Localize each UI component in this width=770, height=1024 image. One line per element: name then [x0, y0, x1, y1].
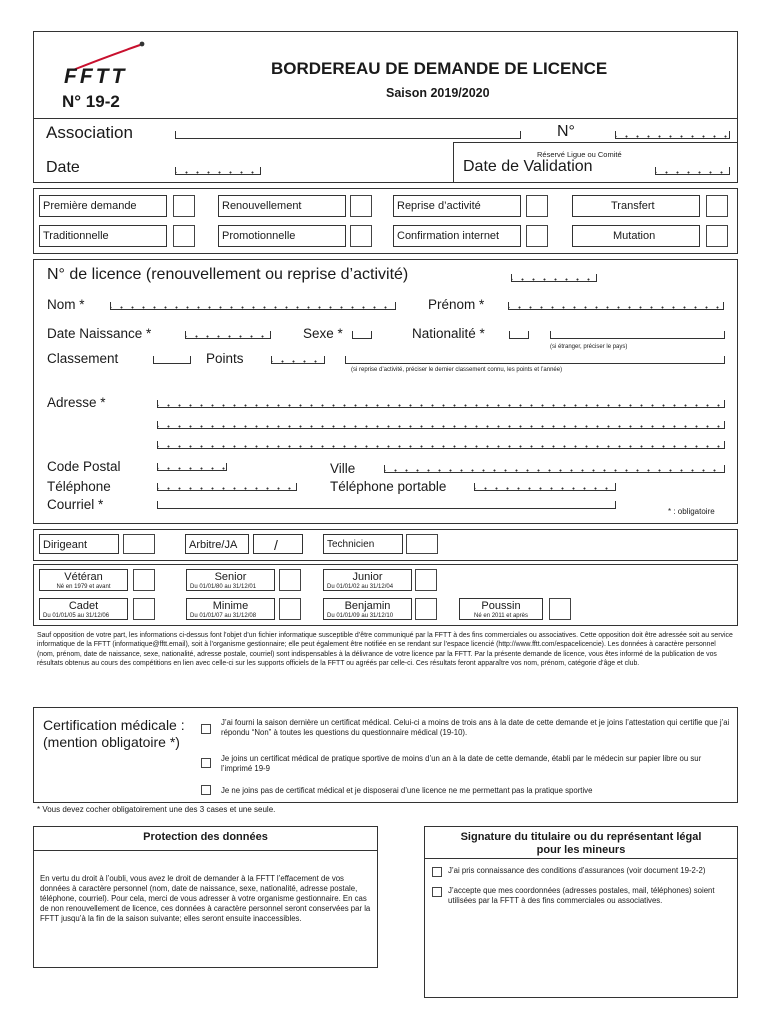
nationalite-hint: (si étranger, préciser le pays) — [550, 344, 628, 350]
category-range: Du 01/01/02 au 31/12/04 — [327, 584, 394, 590]
code-postal-field[interactable] — [157, 463, 227, 471]
licence-number-field[interactable] — [511, 274, 597, 282]
type-label: Traditionnelle — [43, 230, 109, 242]
medical-option-none: Je ne joins pas de certificat médical et je disposerai d’une licence ne me permettant pas la pratique sportive — [221, 786, 593, 795]
validation-date-field[interactable] — [655, 167, 730, 175]
type-transfert — [572, 195, 700, 217]
checkbox-coordonnees[interactable] — [432, 887, 442, 897]
category-name: Senior — [214, 571, 247, 583]
arbitre-level-field[interactable] — [253, 534, 303, 554]
type-mutation — [572, 225, 700, 247]
checkbox-confirmation-internet[interactable] — [526, 225, 548, 247]
association-field[interactable] — [175, 131, 521, 139]
header-divider — [33, 118, 738, 119]
category-range: Né en 2011 et après — [474, 613, 528, 619]
checkbox-mutation[interactable] — [706, 225, 728, 247]
prenom-label: Prénom * — [428, 297, 485, 312]
category-benjamin — [323, 598, 412, 620]
ville-label: Ville — [330, 461, 356, 476]
type-traditionnelle — [39, 225, 167, 247]
date-field[interactable] — [175, 167, 261, 175]
medical-footnote: * Vous devez cocher obligatoirement une des 3 cases et une seule. — [37, 805, 276, 814]
courriel-field[interactable] — [157, 501, 616, 509]
adresse-line-3[interactable] — [157, 441, 725, 449]
category-junior — [323, 569, 412, 591]
type-label: Première demande — [43, 200, 137, 212]
role-label: Dirigeant — [43, 539, 88, 551]
category-senior — [186, 569, 275, 591]
checkbox-medical-attestation[interactable] — [201, 724, 211, 734]
medical-subtitle: (mention obligatoire *) — [43, 734, 180, 750]
slash-separator: / — [274, 537, 278, 553]
checkbox-traditionnelle[interactable] — [173, 225, 195, 247]
fftt-logo — [58, 38, 153, 88]
category-range: Du 01/01/09 au 31/12/10 — [327, 613, 394, 619]
classement-hint: (si reprise d’activité, préciser le dernier classement connu, les points et l’année) — [351, 367, 563, 373]
protection-title: Protection des données — [143, 831, 268, 843]
association-number-field[interactable] — [615, 131, 730, 139]
checkbox-renouvellement[interactable] — [350, 195, 372, 217]
validation-label: Date de Validation — [463, 158, 593, 175]
category-cadet — [39, 598, 128, 620]
signature-title: Signature du titulaire ou du représentant légal — [460, 831, 702, 843]
checkbox-medical-none[interactable] — [201, 785, 211, 795]
type-label: Transfert — [611, 200, 655, 212]
signature-subtitle: pour les mineurs — [536, 844, 626, 856]
reserved-label: Réservé Ligue ou Comité — [537, 150, 622, 159]
checkbox-veteran[interactable] — [133, 569, 155, 591]
type-premiere-demande — [39, 195, 167, 217]
sexe-label: Sexe * — [303, 326, 343, 341]
signature-title-divider — [424, 858, 738, 859]
sexe-field[interactable] — [352, 331, 372, 339]
number-label: N° — [557, 123, 575, 140]
code-postal-label: Code Postal — [47, 459, 121, 474]
classement-history-field[interactable] — [345, 356, 725, 364]
category-veteran — [39, 569, 128, 591]
category-name: Benjamin — [344, 600, 391, 612]
type-label: Promotionnelle — [222, 230, 296, 242]
checkbox-poussin[interactable] — [549, 598, 571, 620]
category-name: Vétéran — [64, 571, 103, 583]
logo-text: FFTT — [64, 65, 128, 88]
association-label: Association — [46, 123, 133, 142]
adresse-line-1[interactable] — [157, 400, 725, 408]
role-label: Arbitre/JA — [189, 539, 238, 551]
type-promotionnelle — [218, 225, 346, 247]
checkbox-technicien[interactable] — [406, 534, 438, 554]
medical-option-certificat: Je joins un certificat médical de pratique sportive de moins d’un an à la date de cette demande, établi par le médecin sur papier libre ou sur l’imprimé 19-9 — [221, 754, 702, 773]
checkbox-assurance[interactable] — [432, 867, 442, 877]
checkbox-premiere-demande[interactable] — [173, 195, 195, 217]
portable-field[interactable] — [474, 483, 616, 491]
adresse-label: Adresse * — [47, 395, 106, 410]
checkbox-dirigeant[interactable] — [123, 534, 155, 554]
category-range: Du 01/01/05 au 31/12/06 — [43, 613, 110, 619]
checkbox-promotionnelle[interactable] — [350, 225, 372, 247]
classement-field[interactable] — [153, 356, 191, 364]
privacy-notice: Sauf opposition de votre part, les informations ci-dessus font l’objet d’un fichier informatique susceptible d’être communiqué par la FFTT à des fins commerciales ou associatives. Cette opposition doit être adressée soit au service informatique de la FFTT (informatique@fftt.email), soit à l’organisme gestionnaire; elle peut également être notifiée en se rendant sur l’espace licencié (http://www.fftt.com/espacelicencie). Les données à caractère personnel (nom, prénom, date de naissance, sexe, nationalité, adresse postale, courriel) sont indispensables à la délivrance de votre licence par la FFTT. Par la présente demande de licence, vous êtes informé de la publication de vos résultats obtenus au cours des compétitions en lien avec celle-ci sur les supports officiels de la FFTT ou agréés par celle-ci. Ces résultats feront apparaître vos nom, prénom, catégorie d’âge et club. — [37, 632, 733, 667]
type-label: Mutation — [613, 230, 656, 242]
signature-option-coordonnees: J’accepte que mes coordonnées (adresses postales, mail, téléphones) soient utilisées par la FFTT à des fins commerciales ou associatives. — [448, 886, 715, 905]
medical-title: Certification médicale : — [43, 717, 185, 733]
protection-text: En vertu du droit à l’oubli, vous avez le droit de demander à la FFTT l’effacement de vos données à caractère personnel (nom, date de naissance, sexe, nationalité, adresse postale, téléphone, courriel). Pour cela, merci de vous adresser à votre organisme gestionnaire. En cas de non renouvellement de licence, ces données à caractère personnel seront conservées par la FFTT jusqu’à la fin de la saison suivante; elles seront ensuite inaccessibles. — [40, 874, 371, 923]
role-dirigeant — [39, 534, 119, 554]
adresse-line-2[interactable] — [157, 421, 725, 429]
role-label: Technicien — [327, 539, 375, 550]
checkbox-reprise-activite[interactable] — [526, 195, 548, 217]
checkbox-benjamin[interactable] — [415, 598, 437, 620]
checkbox-medical-certificat[interactable] — [201, 758, 211, 768]
type-reprise-activite — [393, 195, 521, 217]
protection-title-divider — [33, 850, 378, 851]
courriel-label: Courriel * — [47, 497, 104, 512]
checkbox-cadet[interactable] — [133, 598, 155, 620]
nom-field[interactable] — [110, 302, 396, 310]
checkbox-senior[interactable] — [279, 569, 301, 591]
category-range: Du 01/01/07 au 31/12/08 — [190, 613, 257, 619]
telephone-label: Téléphone — [47, 479, 111, 494]
nationalite-label: Nationalité * — [412, 326, 485, 341]
type-label: Renouvellement — [222, 200, 302, 212]
classement-label: Classement — [47, 351, 119, 366]
type-label: Reprise d’activité — [397, 200, 481, 212]
checkbox-transfert[interactable] — [706, 195, 728, 217]
points-label: Points — [206, 351, 244, 366]
telephone-field[interactable] — [157, 483, 297, 491]
prenom-field[interactable] — [508, 302, 724, 310]
nationalite-code-field[interactable] — [509, 331, 529, 339]
type-confirmation-internet — [393, 225, 521, 247]
date-label: Date — [46, 159, 80, 176]
category-minime — [186, 598, 275, 620]
type-label: Confirmation internet — [397, 230, 500, 242]
category-range: Du 01/01/80 au 31/12/01 — [190, 584, 257, 590]
birth-date-field[interactable] — [185, 331, 271, 339]
checkbox-junior[interactable] — [415, 569, 437, 591]
category-name: Cadet — [68, 600, 99, 612]
birth-date-label: Date Naissance * — [47, 326, 152, 341]
category-name: Junior — [352, 571, 383, 583]
category-range: Né en 1979 et avant — [56, 584, 111, 590]
signature-area[interactable] — [428, 925, 734, 993]
checkbox-minime[interactable] — [279, 598, 301, 620]
page-title: BORDEREAU DE DEMANDE DE LICENCE — [271, 59, 608, 78]
role-arbitre — [185, 534, 249, 554]
signature-option-assurance: J’ai pris connaissance des conditions d’assurances (voir document 19-2-2) — [448, 866, 706, 875]
ville-field[interactable] — [384, 465, 725, 473]
category-name: Poussin — [481, 600, 521, 612]
category-name: Minime — [212, 600, 249, 612]
role-technicien — [323, 534, 403, 554]
portable-label: Téléphone portable — [330, 479, 447, 494]
obligatoire-note: * : obligatoire — [668, 507, 715, 516]
points-field[interactable] — [271, 356, 325, 364]
medical-option-attestation: J’ai fourni la saison dernière un certificat médical. Celui-ci a moins de trois ans à la date de cette demande et je joins l’attestation qui certifie que j’ai répondu “Non” à toutes les questions du questionnaire médical (19-10). — [221, 718, 730, 737]
season: Saison 2019/2020 — [386, 86, 490, 100]
category-poussin — [459, 598, 543, 620]
licence-number-label: N° de licence (renouvellement ou reprise d’activité) — [47, 266, 409, 283]
form-number: N° 19-2 — [62, 92, 120, 111]
type-renouvellement — [218, 195, 346, 217]
nom-label: Nom * — [47, 297, 85, 312]
nationalite-country-field[interactable] — [550, 331, 725, 339]
